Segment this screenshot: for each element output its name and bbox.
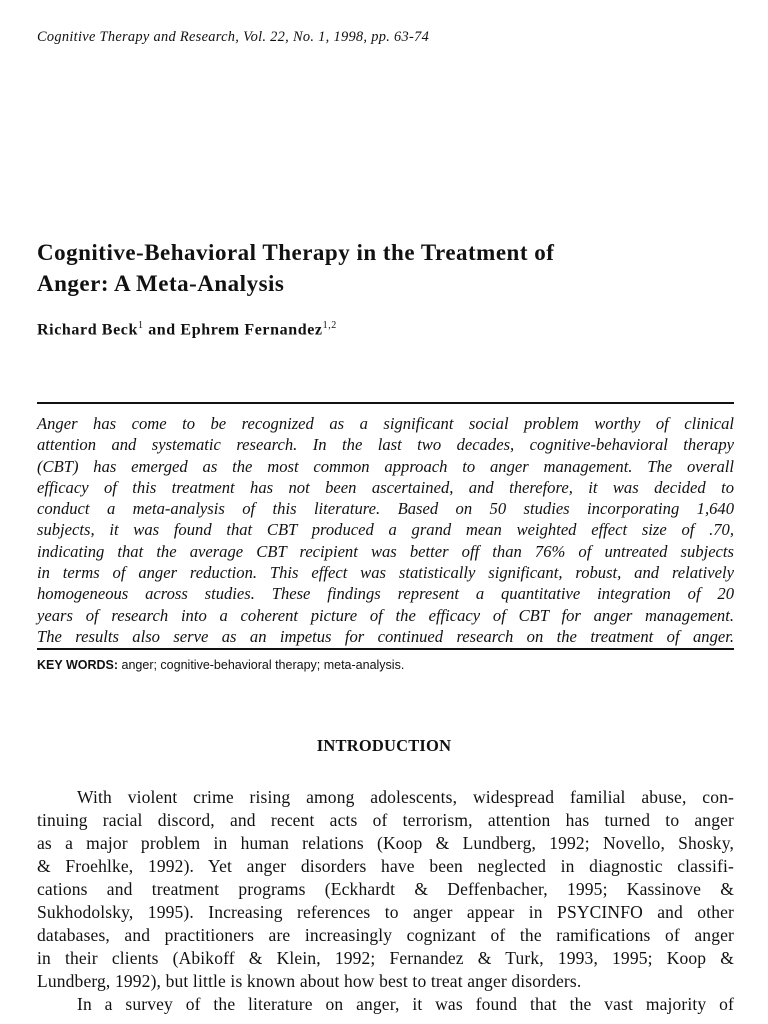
abstract-line: indicating that the average CBT recipient was better off than 76% of untreated subjects [37,541,734,561]
abstract-line: Anger has come to be recognized as a significant social problem worthy of clinical [37,414,734,433]
abstract-line: (CBT) has emerged as the most common approach to anger management. The overall [37,456,734,476]
paragraph [37,993,734,1016]
affiliation-mark: 1,2 [322,320,337,331]
title-line-2: Anger: A Meta-Analysis [37,271,285,296]
body-line: In a survey of the literature on anger, it was found that the vast majority of [77,994,734,1014]
body-line: Lundberg, 1992), but little is known about how best to treat anger disorders. [37,971,582,991]
body-line: in their clients (Abikoff & Klein, 1992; Fernandez & Turk, 1993, 1995; Koop & [37,948,734,968]
author-connector: and [148,321,176,339]
author-name: Ephrem Fernandez [180,321,323,339]
body-line: Sukhodolsky, 1995). Increasing references to anger appear in PSYCINFO and other [37,902,734,922]
section-heading: INTRODUCTION [316,736,452,755]
journal-citation: Cognitive Therapy and Research, Vol. 22, No. 1, 1998, pp. 63-74 [37,29,430,45]
body-line: & Froehlke, 1992). Yet anger disorders have been neglected in diagnostic classifi- [37,856,734,876]
abstract-line: The results also serve as an impetus for continued research on the treatment of anger. [37,626,734,646]
author-list [37,320,337,339]
abstract-line: efficacy of this treatment has not been ascertained, and therefore, it was decided to [37,477,734,497]
abstract-line: homogeneous across studies. These findings represent a quantitative integration of 20 [37,584,734,604]
paper-title [37,237,737,299]
affiliation-mark: 1 [137,320,144,331]
keywords-text: anger; cognitive-behavioral therapy; meta-analysis. [121,658,405,672]
keywords [37,658,404,672]
body-text [37,786,734,1016]
abstract-line: years of research into a coherent picture of the efficacy of CBT for anger management. [37,605,734,625]
body-line: With violent crime rising among adolescents, widespread familial abuse, con- [77,787,734,807]
paragraph [37,786,734,993]
abstract [37,402,734,650]
keywords-label: KEY WORDS: [37,658,119,672]
abstract-line: attention and systematic research. In the last two decades, cognitive-behavioral therapy [37,435,734,455]
title-line-1: Cognitive-Behavioral Therapy in the Treatment of [37,240,555,265]
body-line: cations and treatment programs (Eckhardt & Deffenbacher, 1995; Kassinove & [37,879,734,899]
abstract-line: subjects, it was found that CBT produced a grand mean weighted effect size of .70, [37,520,734,540]
body-line: databases, and practitioners are increasingly cognizant of the ramifications of anger [37,925,734,945]
author-name: Richard Beck [37,321,138,339]
body-line: tinuing racial discord, and recent acts of terrorism, attention has turned to anger [37,810,734,830]
abstract-line: in terms of anger reduction. This effect was statistically significant, robust, and relatively [37,563,734,583]
abstract-line: conduct a meta-analysis of this literature. Based on 50 studies incorporating 1,640 [37,499,734,519]
body-line: as a major problem in human relations (Koop & Lundberg, 1992; Novello, Shosky, [37,833,734,853]
